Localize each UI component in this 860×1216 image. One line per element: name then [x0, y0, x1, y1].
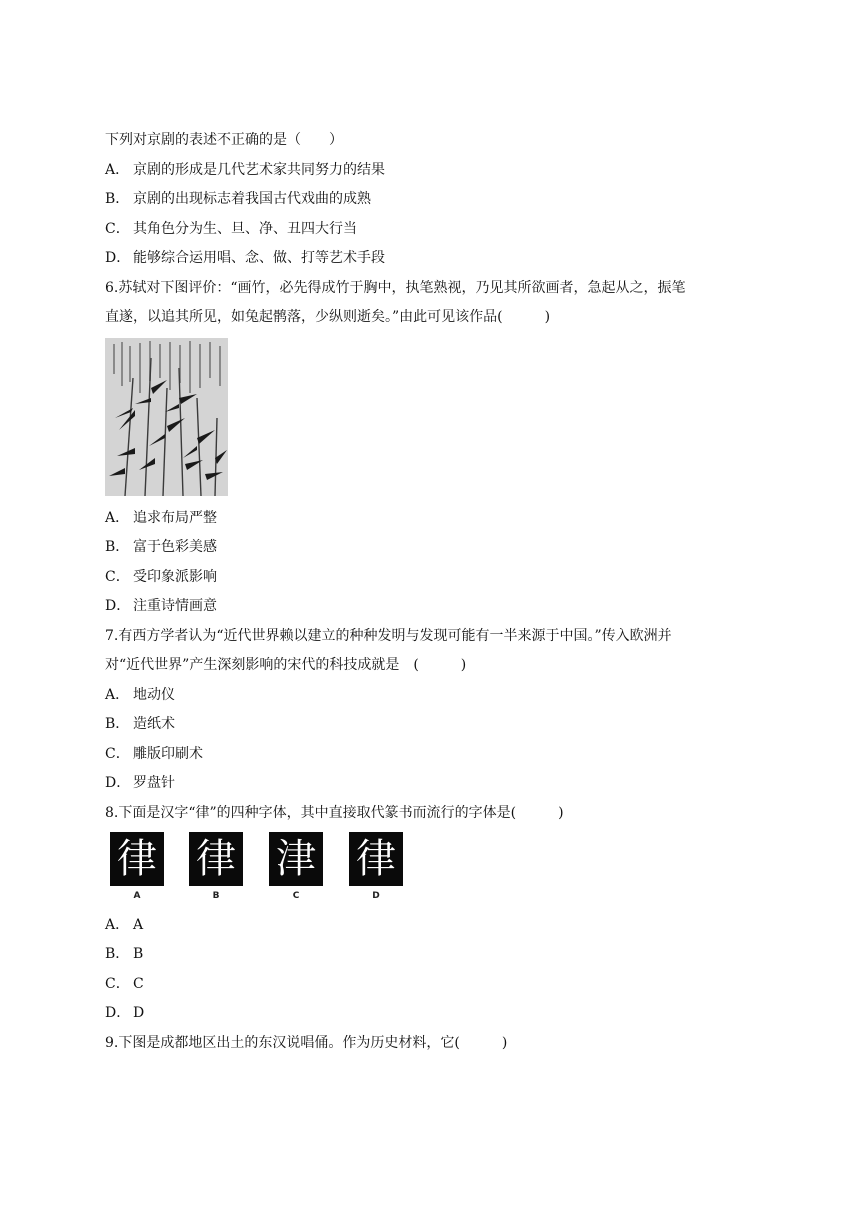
- question-6-stem-line-1: 6.苏轼对下图评价：“画竹，必先得成竹于胸中，执笔熟视，乃见其所欲画者，急起从之，振笔: [105, 280, 686, 296]
- glyph-caption: B: [212, 891, 220, 901]
- question-5-option-b: [105, 189, 371, 209]
- option-letter: D．: [105, 775, 131, 791]
- question-8-option-b: [105, 944, 143, 964]
- option-text: 受印象派影响: [133, 569, 217, 585]
- script-glyph-a: [110, 832, 164, 886]
- glyph-caption: A: [133, 891, 141, 901]
- question-8-option-d: [105, 1003, 144, 1023]
- option-letter: D．: [105, 1005, 131, 1021]
- question-7-option-a: [105, 685, 175, 705]
- question-8-stem: 8.下面是汉字“律”的四种字体，其中直接取代篆书而流行的字体是( ): [105, 805, 564, 821]
- question-5-option-c: [105, 219, 357, 239]
- option-letter: C．: [105, 221, 130, 237]
- script-glyph-c: [269, 832, 323, 886]
- option-text: D: [133, 1005, 145, 1021]
- option-text: 罗盘针: [133, 775, 175, 791]
- question-8-option-c: [105, 974, 144, 994]
- glyph-char: 律: [196, 836, 236, 882]
- option-letter: B．: [105, 539, 130, 555]
- option-text: 地动仪: [133, 687, 175, 703]
- option-letter: B．: [105, 191, 130, 207]
- option-letter: A．: [105, 917, 130, 933]
- question-5-option-d: [105, 248, 385, 268]
- question-6-option-d: [105, 596, 217, 616]
- option-text: 注重诗情画意: [133, 598, 217, 614]
- question-7-option-b: [105, 714, 175, 734]
- option-letter: B．: [105, 946, 130, 962]
- option-text: B: [133, 946, 144, 962]
- option-text: 其角色分为生、旦、净、丑四大行当: [133, 221, 357, 237]
- glyph-char: 律: [356, 836, 396, 882]
- option-text: 京剧的出现标志着我国古代戏曲的成熟: [133, 191, 371, 207]
- question-7-stem-line-2: 对“近代世界”产生深刻影响的宋代的科技成就是 ( ): [105, 657, 467, 673]
- question-6-option-c: [105, 567, 217, 587]
- question-6-option-b: [105, 537, 217, 557]
- question-7-option-c: [105, 744, 203, 764]
- question-6-stem-line-2: 直遂，以追其所见，如兔起鹘落，少纵则逝矣。”由此可见该作品( ): [105, 309, 551, 325]
- question-6-option-a: [105, 508, 217, 528]
- option-text: 京剧的形成是几代艺术家共同努力的结果: [133, 162, 385, 178]
- glyph-caption: C: [292, 891, 300, 901]
- option-letter: C．: [105, 976, 130, 992]
- question-7-stem-line-1: 7.有西方学者认为“近代世界赖以建立的种种发明与发现可能有一半来源于中国。”传入欧洲并: [105, 628, 672, 644]
- option-text: 富于色彩美感: [133, 539, 217, 555]
- option-text: C: [133, 976, 144, 992]
- question-7-option-d: [105, 773, 175, 793]
- option-text: 能够综合运用唱、念、做、打等艺术手段: [133, 250, 385, 266]
- question-5-option-a: [105, 160, 385, 180]
- option-text: 追求布局严整: [133, 510, 217, 526]
- option-letter: C．: [105, 569, 130, 585]
- option-letter: C．: [105, 746, 130, 762]
- option-text: 雕版印刷术: [133, 746, 203, 762]
- option-letter: D．: [105, 598, 131, 614]
- script-glyph-d: [349, 832, 403, 886]
- glyph-caption: D: [372, 891, 380, 901]
- option-text: 造纸术: [133, 716, 175, 732]
- option-letter: A．: [105, 162, 130, 178]
- bamboo-painting-image: [105, 338, 228, 496]
- question-9-stem: 9.下图是成都地区出土的东汉说唱俑。作为历史材料，它( ): [105, 1035, 508, 1051]
- calligraphy-scripts-image: [110, 832, 410, 908]
- option-letter: A．: [105, 510, 130, 526]
- option-letter: D．: [105, 250, 131, 266]
- script-glyph-b: [189, 832, 243, 886]
- question-8-option-a: [105, 915, 143, 935]
- option-text: A: [133, 917, 144, 933]
- glyph-char: 津: [276, 836, 316, 882]
- option-letter: A．: [105, 687, 130, 703]
- glyph-char: 律: [117, 836, 157, 882]
- question-5-stem: 下列对京剧的表述不正确的是（ ）: [105, 132, 343, 148]
- option-letter: B．: [105, 716, 130, 732]
